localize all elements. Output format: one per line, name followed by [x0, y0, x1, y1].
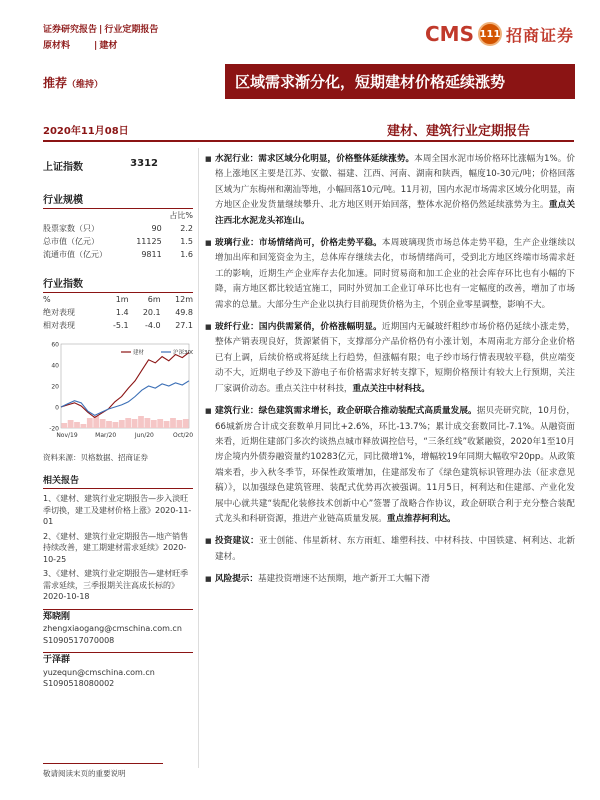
- analyst-email[interactable]: zhengxiaogang@cmschina.com.cn: [43, 624, 182, 633]
- left-sidebar: [43, 152, 193, 690]
- perf-title: 行业指数: [43, 271, 193, 293]
- cell: 90: [151, 224, 162, 233]
- volume-bar: [87, 418, 93, 428]
- report-header: 证券研究报告 | 行业定期报告 原材料 | 建材: [43, 25, 159, 51]
- volume-bar: [74, 422, 80, 428]
- x-tick-label: Oct/20: [172, 432, 193, 439]
- report-date: 2020年11月08日: [43, 126, 129, 137]
- paragraph-risk: [205, 572, 575, 587]
- rating-main: 推荐: [43, 76, 68, 90]
- rating-sub: （维持）: [67, 80, 104, 90]
- related-report[interactable]: 2、《建材、建筑行业定期报告—地产销售持续改善，建工期建材需求延续》2020-10-25: [43, 531, 189, 564]
- bullet-icon: ■: [205, 575, 212, 584]
- volume-bar: [164, 421, 170, 428]
- para-emphasis: 重点推荐柯利达。: [386, 513, 456, 524]
- cell: 9811: [141, 250, 162, 259]
- volume-bar: [138, 416, 144, 428]
- index-value: 3312: [130, 158, 158, 169]
- title-bar: [225, 64, 575, 99]
- para-heading: 风险提示：: [215, 574, 258, 585]
- report-subtitle: 建材、建筑行业定期报告: [386, 124, 530, 139]
- cell: 1m: [115, 295, 129, 304]
- volume-bar: [177, 420, 183, 428]
- cell: 相对表现: [43, 321, 75, 330]
- analyst-id: S1090517070008: [43, 635, 115, 645]
- cms-logo: [425, 22, 574, 46]
- volume-bar: [145, 418, 151, 428]
- bullet-icon: ■: [205, 407, 212, 416]
- para-text: 本周玻璃现货市场总体走势平稳，生产企业继续以增加出库和回笼资金为主，总体库存继续去化，市场情绪尚可，受到北方地区终端市场需求赶工的影响，近期生产企业库存去化加速。同时贸易商和加工企业的社会库存环比也有小幅的下降，南方地区都比较适宜施工，同时外贸加工企业订单环比也有一定幅度的改善，增加了市场需求的总量。大部分生产企业以执行目前现货价格为主，个别企业零星调整，影响不大。: [215, 238, 575, 310]
- para-heading: 玻璃行业：市场情绪尚可，价格走势平稳。: [215, 238, 382, 249]
- volume-bar: [125, 418, 131, 428]
- cell: 2.2: [180, 224, 193, 233]
- x-tick-label: Jun/20: [134, 432, 154, 439]
- scale-title: 行业规模: [43, 187, 193, 209]
- cell: 49.8: [175, 308, 193, 317]
- scale-table: [43, 209, 193, 261]
- cell: 流通市值（亿元）: [43, 250, 107, 259]
- para-heading: 建筑行业：绿色建筑需求增长，政企研联合推动装配式高质量发展。: [215, 406, 477, 417]
- sector: 建材: [99, 41, 118, 51]
- volume-bar: [106, 421, 112, 428]
- para-text: 亚士创能、伟星新材、东方雨虹、雄塑科技、中材科技、中国铁建、柯利达、北新建材。: [215, 536, 575, 562]
- footer-divider: [43, 763, 163, 764]
- related-reports: [43, 493, 193, 603]
- cell: -4.0: [145, 321, 161, 330]
- cell: %: [43, 295, 51, 304]
- volume-bar: [170, 418, 176, 428]
- table-row: [43, 319, 193, 332]
- para-text: 近期国内无碱玻纤粗纱市场价格仍延续小涨走势，整体产销表现良好，货源紧俏下，支撑部分产品价格仍有小涨计划，本周南北方部分企业价格已有上调，后续价格或将延续上行趋势，但涨幅有限；电子纱市场行情表现较平稳，供应端变动不大，近期电子纱及下游电子布价格需求好转支撑下，短期价格预计有较大上行预期，关注厂家调价动态。重点关注中材科技，: [215, 322, 575, 394]
- paragraph-recommendation: [205, 534, 575, 565]
- volume-bar: [68, 420, 74, 428]
- paragraph-construction: [205, 404, 575, 527]
- table-row: [43, 222, 193, 235]
- report-type: 证券研究报告: [43, 25, 98, 35]
- para-text: 据贝壳研究院，10月份，66城新房合计成交套数单月同比+2.6%，环比-13.7%；累计成交套数同比-7.1%。从融资面来看，近期住建部门多次约谈热点城市释放调控信号，“三条红线”收紧融资，2020年1至10月房企境内外债券融资量约10283亿元，同比微增1%，增幅较19年同期大幅收窄20pp。从政策端来看，步入秋冬季节，环保性政策增加，住建部发布了《绿色建筑标识管理办法（征求意见稿）》，以加强绿色建筑管理、装配式优势再次被强调。11月5日，柯利达和住建部、产业化发展中心就共建“装配化装修技术创新中心”签署了战略合作协议，政企研联合利于充分整合装配式龙头和科研资源，推进产业链高质量发展。: [215, 406, 575, 524]
- para-text: 基建投资增速不达预期，地产新开工大幅下滑: [257, 574, 430, 585]
- analyst-block: [43, 609, 193, 690]
- analyst-email[interactable]: yuzequn@cmschina.com.cn: [43, 667, 155, 677]
- cell: -5.1: [113, 321, 129, 330]
- table-row: [43, 306, 193, 319]
- table-row: [43, 235, 193, 248]
- report-title: 区域需求渐分化，短期建材价格延续涨势: [235, 73, 506, 91]
- y-tick-label: 0: [55, 404, 59, 412]
- x-tick-label: Mar/20: [95, 432, 117, 439]
- paragraph-fiberglass: [205, 320, 575, 397]
- volume-bar: [183, 419, 189, 428]
- y-tick-label: 60: [51, 341, 59, 349]
- header-divider: [43, 140, 574, 142]
- volume-bar: [100, 419, 106, 428]
- bullet-icon: ■: [205, 155, 212, 163]
- chart-source: 资料来源：贝格数据、招商证券: [43, 453, 148, 462]
- volume-bar: [113, 422, 119, 428]
- series-line-1: [61, 381, 189, 416]
- para-heading: 水泥行业：需求区域分化明显，价格整体延续涨势。: [215, 154, 415, 164]
- bullet-icon: ■: [205, 537, 212, 546]
- index-row: [43, 152, 193, 177]
- cell: 1.5: [180, 237, 193, 246]
- cell: 11125: [136, 237, 162, 246]
- volume-bar: [119, 420, 125, 428]
- cell: 绝对表现: [43, 308, 75, 317]
- cell: 1.4: [115, 308, 129, 317]
- volume-bar: [93, 416, 99, 428]
- main-body: [205, 152, 575, 595]
- index-label: 上证指数: [43, 162, 83, 173]
- scale-header: 占比%: [169, 211, 193, 220]
- paragraph-glass: [205, 236, 575, 313]
- sector-group: 原材料: [43, 41, 71, 51]
- volume-bar: [151, 420, 157, 428]
- table-row: [43, 248, 193, 261]
- logo-badge-icon: 111: [478, 22, 502, 46]
- para-heading: 投资建议：: [215, 536, 259, 547]
- logo-text: CMS: [425, 22, 474, 46]
- y-tick-label: -20: [49, 425, 59, 433]
- cell: 股票家数（只）: [43, 224, 99, 233]
- logo-cn-text: 招商证券: [505, 25, 574, 45]
- volume-bar: [81, 424, 87, 428]
- volume-bar: [61, 423, 67, 428]
- y-tick-label: 40: [51, 362, 59, 370]
- cell: 12m: [175, 295, 193, 304]
- footer-note: 敬请阅读末页的重要说明: [43, 769, 126, 778]
- legend-label: 沪深300: [173, 350, 193, 356]
- performance-chart: [43, 338, 193, 446]
- related-report[interactable]: 1、《建材、建筑行业定期报告—步入淡旺季切换，建工及建材价格上涨》2020-11-01: [43, 494, 192, 526]
- report-subtype: 行业定期报告: [104, 25, 159, 35]
- analyst-name: 郑晓刚: [43, 609, 193, 624]
- perf-table: [43, 293, 193, 332]
- analyst-id: S1090518080002: [43, 679, 115, 688]
- cell: 6m: [147, 295, 161, 304]
- para-heading: 玻纤行业：国内供需紧俏，价格涨幅明显。: [215, 322, 382, 333]
- cell: 总市值（亿元）: [43, 237, 99, 246]
- analyst-name: 于泽群: [43, 652, 193, 667]
- cell: 20.1: [142, 308, 161, 317]
- para-emphasis: 重点关注西北水泥龙头祁连山。: [215, 200, 575, 226]
- related-report[interactable]: 3、《建材、建筑行业定期报告—建材旺季需求延续，三季报期关注高成长标的》2020-10-18: [43, 569, 189, 601]
- cell: 1.6: [180, 250, 193, 259]
- rating: [43, 74, 103, 91]
- para-text: 本周全国水泥市场价格环比涨幅为1%。价格上涨地区主要是江苏、安徽、福建、江西、河南、湖南和陕西，幅度10-30元/吨；价格回落区域为广东梅州和潮汕等地，小幅回落10元/吨。11月初，国内水泥市场需求区域分化明显，南方地区企业发货量继续攀升、北方地区则开始回落，整体水泥价格仍然延续涨势为主。: [215, 154, 575, 211]
- related-title: 相关报告: [43, 467, 193, 489]
- x-tick-label: Nov/19: [56, 432, 78, 439]
- y-tick-label: 20: [51, 383, 59, 391]
- bullet-icon: ■: [205, 323, 212, 332]
- column-divider: [198, 148, 199, 768]
- paragraph-cement: [205, 152, 575, 229]
- volume-bar: [157, 419, 163, 428]
- bullet-icon: ■: [205, 239, 212, 248]
- para-emphasis: 重点关注中材科技。: [352, 383, 430, 394]
- volume-bar: [132, 419, 138, 428]
- legend-label: 建材: [133, 350, 145, 356]
- cell: 27.1: [175, 321, 193, 330]
